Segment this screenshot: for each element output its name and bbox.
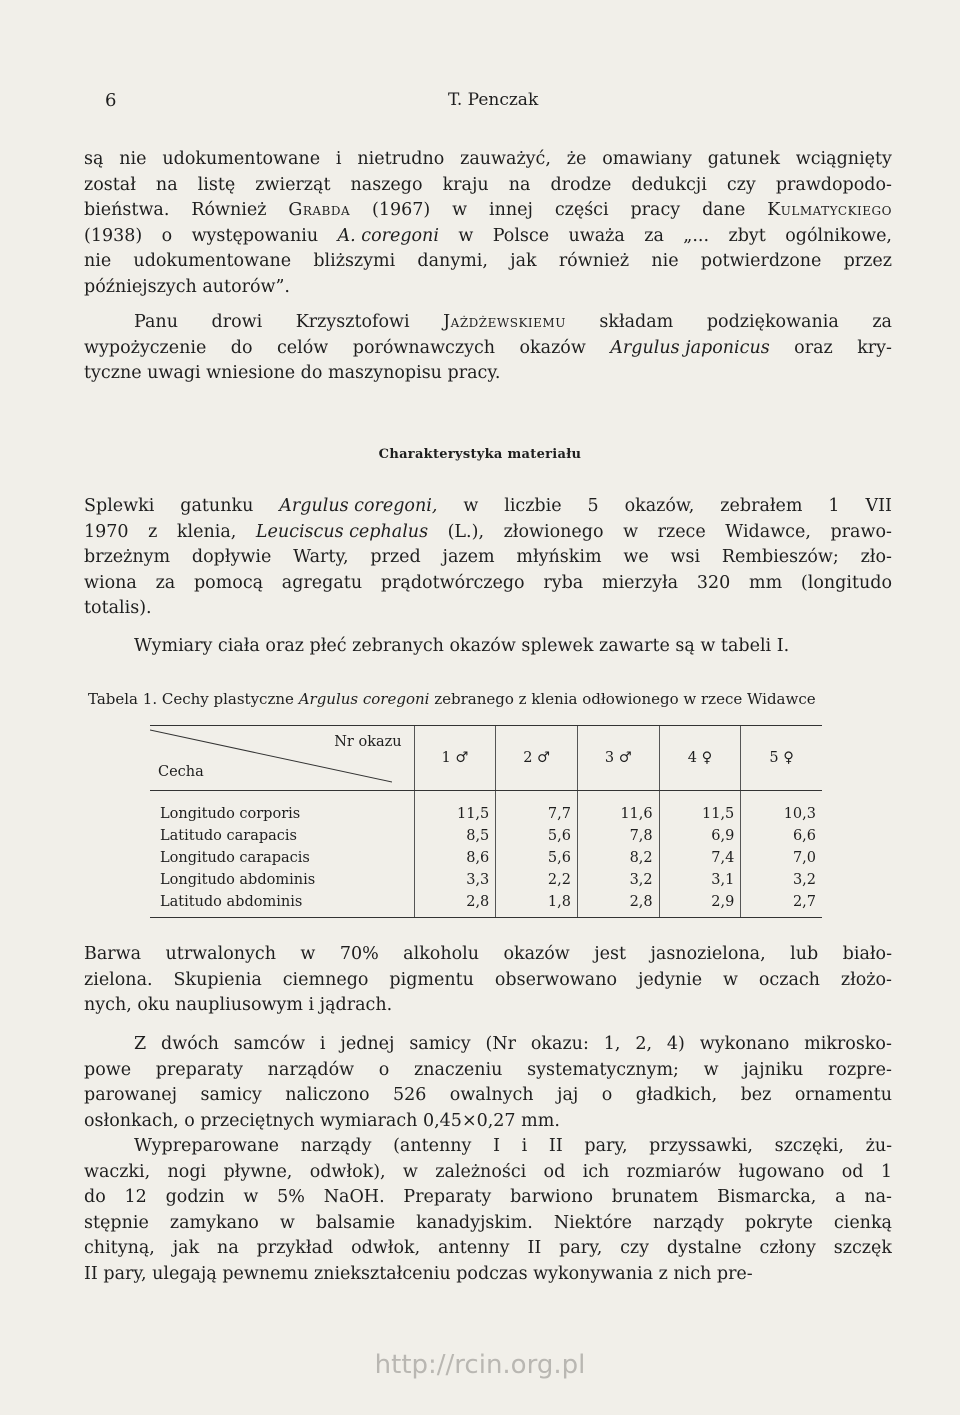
table-header-row [150, 726, 822, 791]
row-label: Longitudo corporis [160, 806, 301, 822]
caption-species: Argulus coregoni [298, 690, 430, 708]
text-line: nie udokumentowane bliższymi danymi, jak również nie potwierdzone przez [84, 251, 892, 272]
species-name: Argulus japonicus [610, 337, 770, 358]
text-line: wypożyczenie do celów porównawczych okazów Argulus japonicus oraz kry- [84, 337, 892, 358]
table-cell: 2,8 [577, 891, 659, 918]
paragraph-1 [84, 147, 892, 301]
page-header [0, 90, 960, 116]
text-line: Barwa utrwalonych w 70% alkoholu okazów jest jasnozielona, lub biało- [84, 944, 892, 964]
text-line: brzeżnym dopływie Warty, przed jazem młyńskim we wsi Rembieszów; zło- [84, 547, 892, 568]
text-line: późniejszych autorów”. [84, 276, 290, 297]
data-table [150, 725, 822, 918]
text-line: 1970 z klenia, Leuciscus cephalus (L.), złowionego w rzece Widawce, prawo- [84, 521, 892, 542]
table-cell: 7,7 [496, 791, 578, 826]
paragraph-5 [84, 942, 892, 1019]
table-cell: 8,5 [414, 825, 496, 847]
author-name: Jażdżewskiemu [443, 312, 566, 332]
caption-prefix: Tabela 1. Cechy plastyczne [88, 690, 294, 708]
text-line: waczki, nogi pływne, odwłok), w zależności od ich rozmiarów ługowano od 1 [84, 1161, 892, 1182]
page-number: 6 [105, 90, 117, 111]
species-name: Leuciscus cephalus [255, 521, 429, 542]
text-line: są nie udokumentowane i nietrudno zauważyć, że omawiany gatunek wciągnięty [84, 149, 892, 169]
table-cell: 2,7 [741, 891, 822, 918]
species-name: A. coregoni [337, 225, 439, 246]
section-heading: Charakterystyka materiału [378, 447, 582, 462]
table-row [150, 891, 822, 918]
running-head: T. Penczak [448, 90, 539, 110]
row-label: Latitudo carapacis [160, 828, 297, 844]
header-cell-diagonal [150, 726, 414, 791]
table-cell: 8,2 [577, 847, 659, 869]
table-cell: 2,9 [659, 891, 741, 918]
paragraph-6 [84, 1032, 892, 1134]
column-header: 2 ♂ [496, 726, 578, 791]
species-name: Argulus coregoni, [279, 496, 438, 516]
paragraph-3 [84, 494, 892, 622]
caption-suffix: zebranego z klenia odłowionego w rzece Widawce [434, 690, 816, 708]
text-line: totalis). [84, 598, 152, 619]
table-row [150, 825, 822, 847]
table-cell: 3,1 [659, 869, 741, 891]
table-cell: 11,6 [577, 791, 659, 826]
text-line: Wymiary ciała oraz płeć zebranych okazów splewek zawarte są w tabeli I. [134, 636, 790, 656]
column-header: 4 ♀ [659, 726, 741, 791]
paragraph-7 [84, 1134, 892, 1288]
table-cell: 8,6 [414, 847, 496, 869]
row-label: Latitudo abdominis [150, 891, 414, 918]
text-line: Z dwóch samców i jednej samicy (Nr okazu: 1, 2, 4) wykonano mikrosko- [134, 1034, 892, 1054]
text-line: tyczne uwagi wniesione do maszynopisu pracy. [84, 363, 501, 384]
table-cell: 7,4 [659, 847, 741, 869]
text-line: nych, oku naupliusowym i jądrach. [84, 995, 393, 1016]
text-line: powe preparaty narządów o znaczeniu systematycznym; w jajniku rozpre- [84, 1059, 892, 1080]
text-line: Wypreparowane narządy (antenny I i II pary, przyssawki, szczęki, żu- [134, 1136, 892, 1156]
table-cell: 1,8 [496, 891, 578, 918]
table-cell: 3,2 [741, 869, 822, 891]
column-header: 1 ♂ [414, 726, 496, 791]
table-caption [88, 690, 894, 708]
table-cell: 10,3 [741, 791, 822, 826]
column-header: 3 ♂ [577, 726, 659, 791]
table-cell: 2,2 [496, 869, 578, 891]
paragraph-2 [84, 310, 892, 387]
table-row [150, 869, 822, 891]
table-cell: 2,8 [414, 891, 496, 918]
text-line: bieństwa. Również Grabda (1967) w innej części pracy dane Kulmatyckiego [84, 200, 892, 221]
text-line: Splewki gatunku Argulus coregoni, w liczbie 5 okazów, zebrałem 1 VII [84, 496, 892, 516]
text-line: parowanej samicy naliczono 526 owalnych jaj o gładkich, bez ornamentu [84, 1085, 892, 1106]
table-cell: 5,6 [496, 847, 578, 869]
text-line: Panu drowi Krzysztofowi Jażdżewskiemu składam podziękowania za [134, 312, 892, 332]
text-line: do 12 godzin w 5% NaOH. Preparaty barwiono brunatem Bismarcka, a na- [84, 1187, 892, 1208]
table-row [150, 791, 822, 826]
table-body [150, 791, 822, 918]
paragraph-4 [84, 634, 892, 660]
author-name: Grabda [288, 200, 351, 221]
author-name: Kulmatyckiego [767, 200, 892, 221]
text-line: (1938) o występowaniu A. coregoni w Polsce uważa za „... zbyt ogólnikowe, [84, 225, 892, 246]
text-line: II pary, ulegają pewnemu zniekształceniu podczas wykonywania z nich pre- [84, 1263, 753, 1284]
text-line: został na listę zwierząt naszego kraju na drodze dedukcji czy prawdopodo- [84, 174, 892, 195]
table-cell: 6,6 [741, 825, 822, 847]
row-label: Longitudo carapacis [160, 850, 310, 866]
column-header: 5 ♀ [741, 726, 822, 791]
table-row [150, 847, 822, 869]
table-cell: 11,5 [414, 791, 496, 826]
header-cecha: Cecha [158, 764, 204, 780]
text-line: zielona. Skupienia ciemnego pigmentu obserwowano jedynie w oczach złożo- [84, 969, 892, 990]
table-cell: 3,3 [414, 869, 496, 891]
header-nr-okazu: Nr okazu [334, 734, 402, 750]
text-line: wiona za pomocą agregatu prądotwórczego ryba mierzyła 320 mm (longitudo [84, 572, 892, 593]
table-cell: 11,5 [659, 791, 741, 826]
table-cell: 7,8 [577, 825, 659, 847]
table-cell: 7,0 [741, 847, 822, 869]
row-label: Longitudo abdominis [160, 872, 316, 888]
table-cell: 5,6 [496, 825, 578, 847]
watermark: http://rcin.org.pl [374, 1350, 586, 1380]
text-line: stępnie zamykano w balsamie kanadyjskim. Niektóre narządy pokryte cienką [84, 1212, 892, 1233]
text-line: osłonkach, o przeciętnych wymiarach 0,45×0,27 mm. [84, 1110, 560, 1131]
table-cell: 6,9 [659, 825, 741, 847]
table-cell: 3,2 [577, 869, 659, 891]
text-line: chityną, jak na przykład odwłok, antenny II pary, czy dystalne człony szczęk [84, 1238, 892, 1259]
